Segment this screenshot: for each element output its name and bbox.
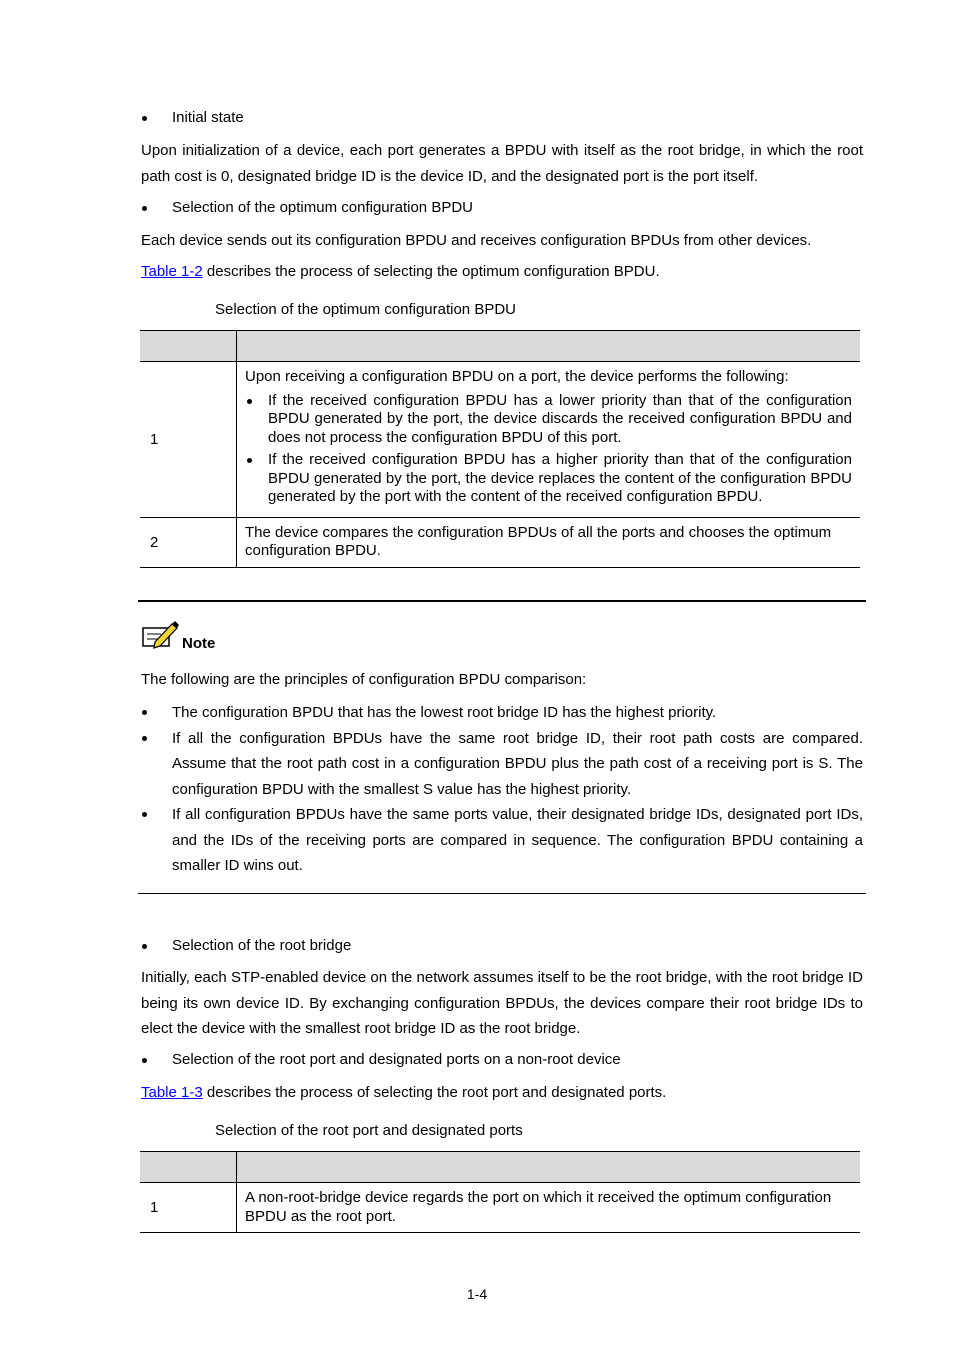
step-cell: 1 (140, 362, 237, 518)
header-cell-operation (237, 331, 861, 362)
note-pencil-icon (141, 620, 179, 654)
root-port-table (140, 1151, 860, 1233)
bullet-optimum-bpdu (141, 198, 473, 218)
list-item: If the received configuration BPDU has a higher priority than that of the configuration BPDU generated by the port, the device replaces the content of the configuration BPDU generated by the port with the content of the received configuration BPDU. (245, 451, 852, 507)
paragraph-root-bridge: Initially, each STP-enabled device on the network assumes itself to be the root bridge, with the root bridge ID being its own device ID. By exchanging configuration BPDUs, the devices compare their root bridge IDs to elect the device with the smallest root bridge ID as the root bridge. (141, 969, 863, 1037)
optimum-bpdu-table (140, 330, 860, 568)
list-item: If all configuration BPDUs have the same ports value, their designated bridge IDs, designated port IDs, and the IDs of the receiving ports are compared in sequence. The configuration BPDU containing a smaller ID wins out. (141, 802, 863, 879)
table-ref-text: describes the process of selecting the optimum configuration BPDU. (202, 263, 660, 280)
paragraph-initial-state: Upon initialization of a device, each port generates a BPDU with itself as the root bridge, in which the root path cost is 0, designated bridge ID is the device ID, and the designated port is the port itself. (141, 142, 863, 185)
page-number: 1-4 (466, 1286, 488, 1302)
cell-intro-text: Upon receiving a configuration BPDU on a port, the device performs the following: (245, 368, 789, 385)
table-1-3-link[interactable]: Table 1-3 (141, 1084, 203, 1101)
table-ref-text: describes the process of selecting the root port and designated ports. (202, 1084, 667, 1101)
note-bottom-rule (138, 893, 866, 894)
note-bullet-list (141, 700, 863, 879)
table-row (140, 1183, 860, 1233)
table-header-row (140, 1152, 860, 1183)
note-label: Note (182, 635, 216, 652)
table-header-row (140, 331, 860, 362)
header-cell-step (140, 331, 237, 362)
cell-bullet-list (245, 392, 852, 507)
bullet-dot (142, 1058, 147, 1063)
operation-cell: The device compares the configuration BPDUs of all the ports and chooses the optimum configuration BPDU. (237, 517, 861, 567)
paragraph-table-ref-2 (141, 1080, 863, 1106)
operation-cell: A non-root-bridge device regards the port on which it received the optimum configuration BPDU as the root port. (237, 1183, 861, 1233)
step-cell: 1 (140, 1183, 237, 1233)
bullet-text: Selection of the root port and designated ports on a non-root device (172, 1051, 621, 1068)
table-row (140, 362, 860, 518)
operation-cell (237, 362, 861, 518)
list-item: If all the configuration BPDUs have the same root bridge ID, their root path costs are compared. Assume that the root path cost in a configuration BPDU plus the path cost of a receiving port is S. The configuration BPDU with the smallest S value has the highest priority. (141, 726, 863, 803)
note-header (141, 620, 215, 654)
bullet-dot (142, 944, 147, 949)
step-cell: 2 (140, 517, 237, 567)
list-item: If the received configuration BPDU has a lower priority than that of the configuration BPDU generated by the port, the device discards the received configuration BPDU and does not process the configuration BPDU of this port. (245, 392, 852, 448)
header-cell-operation (237, 1152, 861, 1183)
bullet-root-bridge (141, 936, 351, 956)
bullet-initial-state (141, 108, 244, 128)
bullet-text: Selection of the root bridge (172, 937, 352, 954)
table-caption: Selection of the optimum configuration BPDU (215, 301, 516, 318)
bullet-root-port (141, 1050, 621, 1070)
bullet-text: Selection of the optimum configuration BPDU (172, 199, 473, 216)
header-cell-step (140, 1152, 237, 1183)
table-1-2-link[interactable]: Table 1-2 (141, 263, 203, 280)
list-item: The configuration BPDU that has the lowest root bridge ID has the highest priority. (141, 700, 863, 726)
bullet-dot (142, 116, 147, 121)
bullet-dot (142, 206, 147, 211)
table-caption: Selection of the root port and designated ports (215, 1122, 523, 1139)
note-top-rule (138, 600, 866, 602)
note-intro: The following are the principles of configuration BPDU comparison: (141, 671, 587, 688)
bullet-text: Initial state (172, 109, 244, 126)
table-row (140, 517, 860, 567)
paragraph-table-ref-1 (141, 259, 863, 285)
paragraph-optimum-bpdu: Each device sends out its configuration BPDU and receives configuration BPDUs from other devices. (141, 232, 812, 249)
